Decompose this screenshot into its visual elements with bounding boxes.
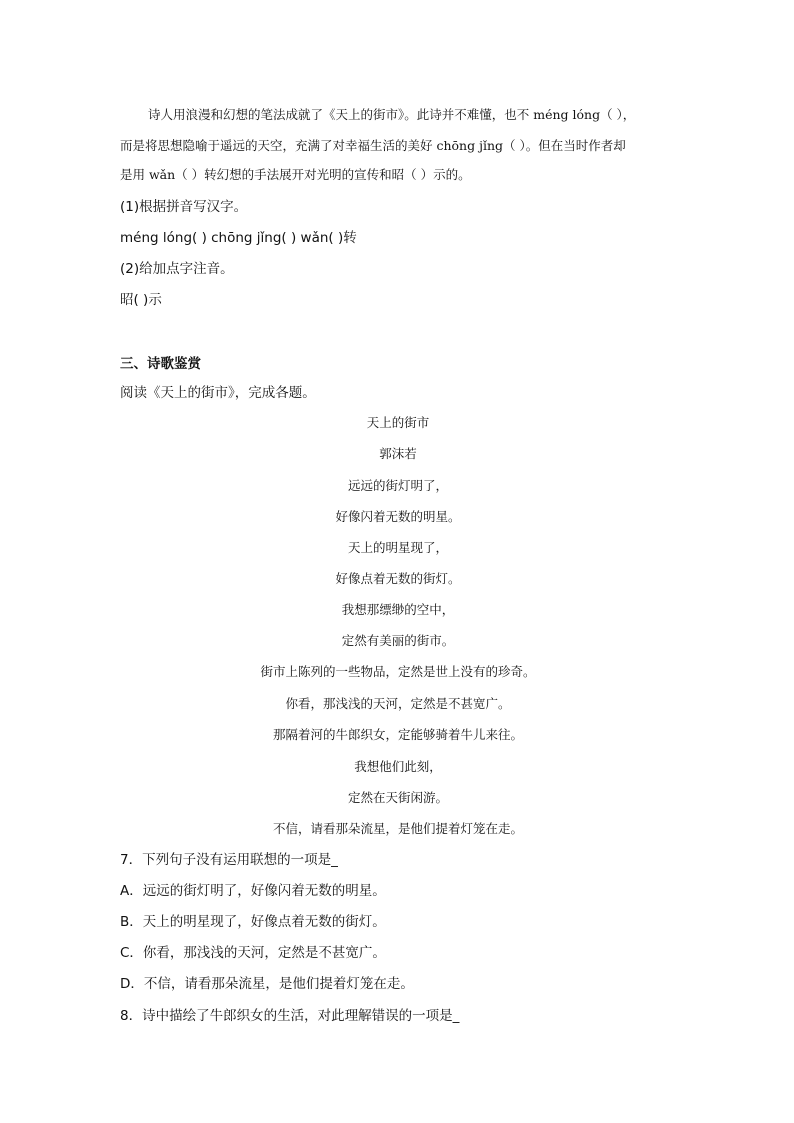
poem-author: 郭沫若 — [379, 446, 417, 461]
section-instruction: 阅读《天上的街市》，完成各题。 — [120, 385, 316, 401]
question-7-option-c[interactable]: C．你看，那浅浅的天河，定然是不甚宽广。 — [120, 945, 386, 961]
section-heading: 三、诗歌鉴赏 — [120, 356, 201, 372]
poem-line: 你看，那浅浅的天河，定然是不甚宽广。 — [285, 696, 511, 711]
poem-line: 好像点着无数的街灯。 — [335, 571, 461, 586]
poem-line: 天上的明星现了， — [347, 540, 448, 555]
poem-title: 天上的街市 — [366, 415, 430, 430]
question-7-option-a[interactable]: A．远远的街灯明了，好像闪着无数的明星。 — [120, 883, 386, 899]
poem-line: 定然有美丽的街市。 — [341, 633, 455, 648]
passage-line-1: 诗人用浪漫和幻想的笔法成就了《天上的街市》。此诗并不难懂，也不 méng lóng（ ）， — [148, 107, 636, 122]
poem-line: 远远的街灯明了， — [347, 478, 448, 493]
subquestion-1-answer-line: méng lóng( ) chōng jǐng( ) wǎn( )转 — [120, 230, 357, 246]
poem-line: 不信，请看那朵流星，是他们提着灯笼在走。 — [272, 821, 523, 836]
question-8-stem: 8．诗中描绘了牛郎织女的生活，对此理解错误的一项是_ — [120, 1008, 460, 1024]
poem-line: 我想他们此刻， — [354, 759, 442, 774]
question-7-stem: 7．下列句子没有运用联想的一项是_ — [120, 852, 338, 868]
subquestion-2-answer-line: 昭( )示 — [120, 292, 162, 308]
question-7-option-d[interactable]: D．不信，请看那朵流星，是他们提着灯笼在走。 — [120, 976, 414, 992]
subquestion-2-label: (2)给加点字注音。 — [120, 261, 234, 277]
poem-line: 我想那缥缈的空中， — [341, 602, 455, 617]
poem-line: 街市上陈列的一些物品，定然是世上没有的珍奇。 — [260, 664, 536, 679]
poem-line: 那隔着河的牛郎织女，定能够骑着牛儿来往。 — [272, 727, 523, 742]
question-7-option-b[interactable]: B．天上的明星现了，好像点着无数的街灯。 — [120, 914, 386, 930]
passage-line-2: 而是将思想隐喻于遥远的天空，充满了对幸福生活的美好 chōng jǐng（ ）。但在当时作者却 — [120, 138, 626, 153]
passage-line-3: 是用 wǎn（ ）转幻想的手法展开对光明的宣传和昭（ ）示的。 — [120, 167, 471, 182]
poem-line: 好像闪着无数的明星。 — [335, 509, 461, 524]
poem-line: 定然在天街闲游。 — [347, 790, 448, 805]
subquestion-1-label: (1)根据拼音写汉字。 — [120, 199, 248, 215]
